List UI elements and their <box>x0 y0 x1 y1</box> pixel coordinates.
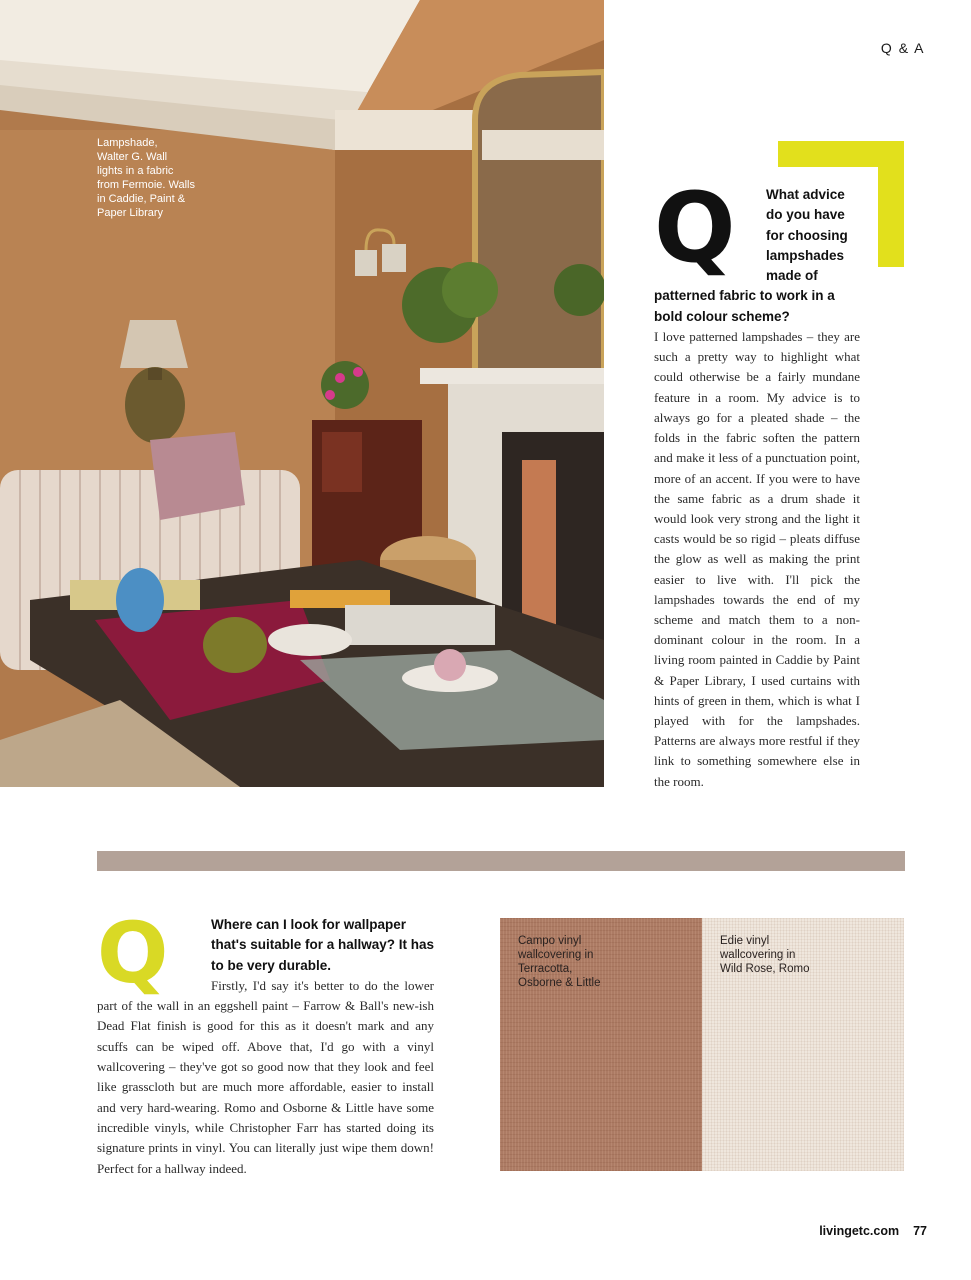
section-tag: Q & A <box>880 40 925 56</box>
question-block-lampshades <box>654 172 860 792</box>
photo-caption: Lampshade, Walter G. Wall lights in a fabric from Fermoie. Walls in Caddie, Paint & Paper Library <box>97 137 195 219</box>
swatch-campo-terracotta <box>500 918 702 1171</box>
swatch-edie-wild-rose <box>702 918 904 1171</box>
living-room-illustration <box>0 0 604 787</box>
swatch-label: Campo vinyl wallcovering in Terracotta, Osborne & Little <box>518 935 601 989</box>
answer-lampshades: I love patterned lampshades – they are such a pretty way to highlight what could otherwise be a fairly mundane feature in a room. My advice is to always go for a pleated shade – the folds in the fabric soften the pattern and make it less of a punctuation point, more of an accent. If you were to have the same fabric as a drum shade it would look very strong and the light it casts would be so rigid – pleats diffuse the glow as well as making the print easier to live with. I'll pick the lampshades towards the end of my scheme and match them to a non-dominant colour in the room. In a living room painted in Caddie by Paint & Paper Library, I used curtains with hints of green in them, which is what I played with for the lampshades. Patterns are always more restful if they link to something somewhere else in the room. <box>654 329 860 789</box>
bracket-vertical-bar <box>878 141 904 267</box>
page-number: 77 <box>913 1224 927 1238</box>
question-wallpaper: Where can I look for wallpaper that's suitable for a hallway? It has to be very durable. <box>211 917 435 973</box>
question-block-wallpaper <box>97 904 435 1179</box>
drop-cap-q: Q <box>654 172 732 284</box>
answer-wallpaper: Firstly, I'd say it's better to do the lower part of the wall in an eggshell paint – Farrow & Ball's new-ish Dead Flat finish is good for this as it doesn't mark and any scuffs can be wiped off. Above that, I'd go with a vinyl wallcovering – they've got so good now that they look and feel like grasscloth but are much more affordable, easier to install and very hard-wearing. Romo and Osborne & Little have some incredible vinyls, while Christopher Farr has started doing its signature prints in vinyl. You can literally just wipe them down! Perfect for a hallway indeed. <box>97 977 434 1176</box>
section-divider <box>97 851 905 871</box>
drop-cap-q-yellow: Q <box>97 904 166 1002</box>
wallcovering-swatches <box>500 918 904 1171</box>
page-footer <box>819 1224 927 1238</box>
footer-site: livingetc.com <box>819 1224 900 1238</box>
living-room-photo <box>0 0 604 787</box>
question-lampshades: What advice do you have for choosing lampshades made of patterned fabric to work in a bold colour scheme? <box>654 187 848 324</box>
swatch-label: Edie vinyl wallcovering in Wild Rose, Romo <box>720 935 810 975</box>
